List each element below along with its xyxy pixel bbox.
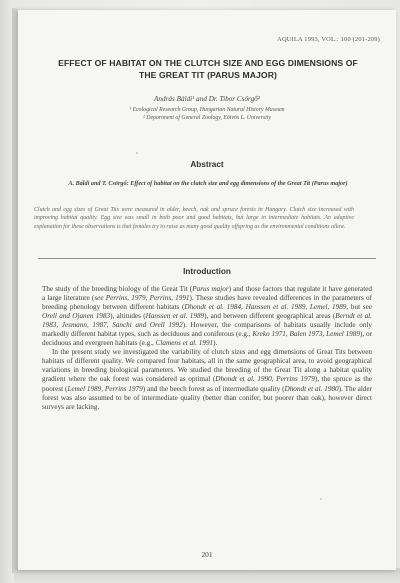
introduction-heading: Introduction bbox=[183, 267, 231, 276]
body-text: ). However, the comparisons of habitats usually include only markedly different habitat types, such as deciduous and coniferous (e.g., bbox=[42, 321, 372, 339]
body-text: ) and those factors that regulate it have generated a large literature ( bbox=[42, 285, 372, 303]
citation-text: Dhondt et al. 1980 bbox=[284, 384, 339, 393]
citation-text: see Perrins, 1979, Perrins, 1991 bbox=[94, 294, 190, 303]
body-text: ) and the beech forest as of intermediate quality ( bbox=[142, 384, 285, 393]
article-title: EFFECT OF HABITAT ON THE CLUTCH SIZE AND EGG DIMENSIONS OF THE GREAT TIT (PARUS MAJOR) bbox=[58, 58, 358, 80]
body-text: ), or deciduous and evergreen habitats (e.g., bbox=[42, 330, 372, 348]
affiliation-2: ² Department of General Zoology, Eötvös L. University bbox=[143, 115, 271, 121]
citation-text: Kreko 1971, Balen 1973, Lemel 1989 bbox=[252, 330, 360, 339]
abstract-heading: Abstract bbox=[190, 160, 224, 169]
introduction-body bbox=[42, 285, 372, 412]
running-head: AQUILA 1993, VOL.: 100 (201-209) bbox=[277, 36, 380, 43]
citation-text: Lemel 1989, Perrins 1979 bbox=[67, 384, 143, 393]
introduction-paragraph bbox=[42, 348, 372, 411]
body-text: ), and between different geographical areas ( bbox=[204, 312, 336, 321]
page-shadow bbox=[14, 568, 400, 583]
abstract-body: Clutch and egg sizes of Great Tits were measured in alder, beech, oak and spruce forests in Hungary. Clutch size increased with improving habitat quality. Egg size was small in both poor and good habitats, but large in intermediate habitats. An adaptive explanation for these observations is that females try to raise as many good quality offspring as the environmental conditions allow. bbox=[34, 207, 354, 230]
document-page bbox=[18, 10, 396, 570]
citation-text: Orell and Ojanen 1983 bbox=[42, 312, 111, 321]
body-text: ). The alder forest was also assumed to be of intermediate quality (better than conifer, but poorer than oak), however direct surveys are lacking. bbox=[42, 384, 372, 411]
paper-speck bbox=[320, 498, 322, 500]
citation-text: Dhondt et al. 1984, Hanssen et al. 1989, Lemel, 1989 bbox=[184, 303, 347, 312]
body-text: ), altitudes ( bbox=[110, 312, 146, 321]
body-text: The study of the breeding biology of the Great Tit ( bbox=[42, 285, 193, 293]
citation-text: Dhondt et al. 1990, Perrins 1979 bbox=[215, 375, 315, 384]
body-text: ), the spruce as the poorest ( bbox=[42, 375, 373, 393]
body-text: ). These studies have revealed differences in the parameters of breeding phenology between different habitats ( bbox=[42, 294, 372, 312]
citation-text: Hanssen et al. 1989 bbox=[145, 312, 205, 321]
authors: András Báldi¹ and Dr. Tibor Csörgő² bbox=[154, 95, 260, 103]
divider-rule bbox=[38, 258, 376, 259]
page-number: 201 bbox=[201, 550, 213, 559]
affiliation-1: ¹ Ecological Research Group, Hungarian Natural History Museum bbox=[129, 107, 285, 113]
body-text: ). bbox=[213, 339, 218, 348]
citation-text: Clamens et al. 1991 bbox=[155, 339, 214, 348]
abstract-reference: A. Báldi and T. Csörgő: Effect of habitat on the clutch size and egg dimensions of the Great Tit (Parus major) bbox=[68, 180, 348, 187]
paper-speck bbox=[136, 152, 138, 154]
body-text: , but see bbox=[346, 303, 372, 312]
body-text: In the present study we investigated the variability of clutch sizes and egg dimensions of Great Tits between habitats of different quality. We compared four habitats, all in the same geographical area, to avoid geographical variations in breeding biological parameters. We studied the breeding of the Great Tit along a habitat quality gradient where the oak forest was considered as optimal ( bbox=[42, 348, 372, 384]
citation-text: Berndt et al. 1983, Jesmann, 1987, Sanchi and Orell 1992 bbox=[42, 312, 372, 330]
citation-text: Parus major bbox=[192, 285, 229, 293]
introduction-paragraph bbox=[42, 285, 372, 348]
